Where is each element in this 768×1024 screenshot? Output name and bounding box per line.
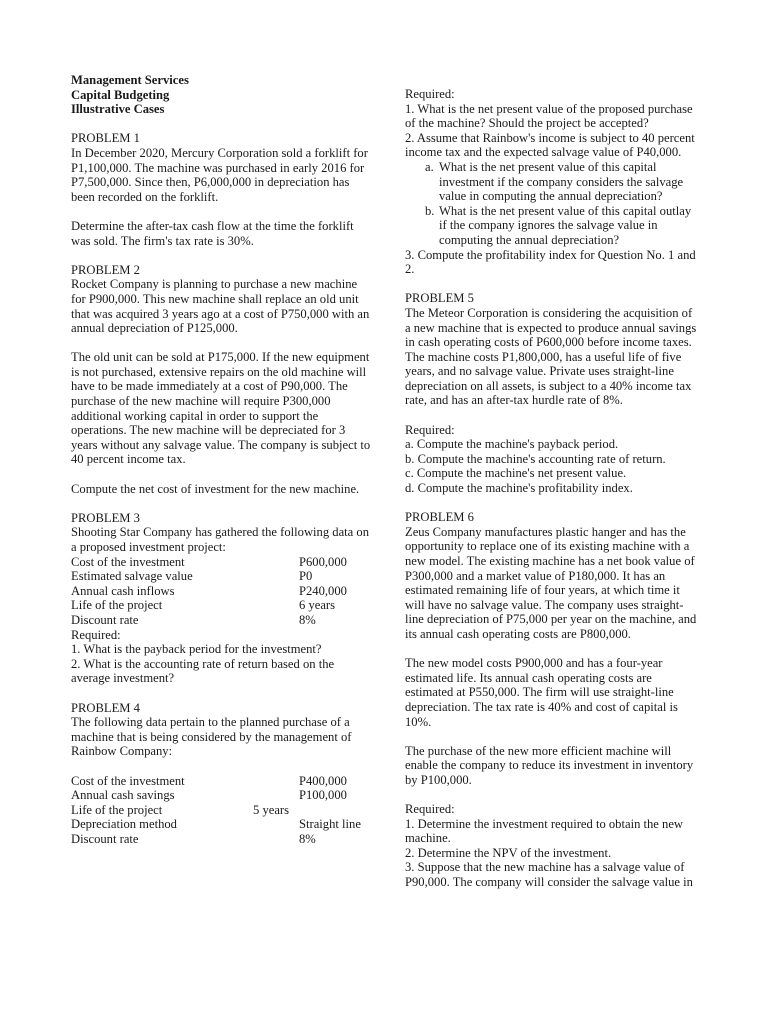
sub-question-text: What is the net present value of this capital investment if the company considers the salvage value in computing the annual depreciation? [439, 159, 684, 204]
row-label: Cost of the investment [71, 554, 185, 569]
row-value: P600,000 [299, 554, 347, 569]
row-mid: 5 years [253, 802, 290, 817]
row-mid [253, 774, 299, 789]
problem-title: PROBLEM 5 [405, 291, 474, 306]
right-column [405, 87, 700, 890]
problem-intro: The following data pertain to the planned purchase of a machine that is being considered by the management of Rainbow Company: [71, 715, 352, 759]
row-label: Discount rate [71, 831, 139, 846]
problem-title: PROBLEM 3 [71, 510, 140, 525]
problem-intro: Shooting Star Company has gathered the following data on a proposed investment project: [71, 525, 370, 554]
problem-text: In December 2020, Mercury Corporation sold a forklift for P1,100,000. The machine was purchased in early 2016 for P7,500,000. Since then, P6,000,000 in depreciation has been recorded on the forklift. [71, 145, 368, 204]
row-value: 8% [299, 831, 316, 846]
problem-6 [405, 510, 700, 889]
question: 3. Compute the profitability index for Question No. 1 and 2. [405, 247, 696, 277]
problem-text: Compute the net cost of investment for the new machine. [71, 481, 360, 496]
problem-text: Determine the after-tax cash flow at the time the forklift was sold. The firm's tax rate is 30%. [71, 218, 354, 248]
row-value: 8% [299, 612, 316, 627]
question: d. Compute the machine's profitability index. [405, 481, 633, 496]
data-table [71, 555, 347, 628]
table-row [71, 774, 361, 789]
row-mid [253, 832, 299, 847]
question: 1. Determine the investment required to obtain the new machine. [405, 816, 684, 846]
sub-question [405, 160, 700, 204]
table-row [71, 555, 347, 570]
sub-question [405, 204, 700, 248]
row-label: Discount rate [71, 612, 139, 627]
problem-text: Rocket Company is planning to purchase a new machine for P900,000. This new machine shall replace an old unit that was acquired 3 years ago at a cost of P750,000 with an annual depreciation of P125,000. [71, 277, 370, 336]
table-row [71, 584, 347, 599]
problem-text: The purchase of the new more efficient machine will enable the company to reduce its investment in inventory by P100,000. [405, 743, 694, 787]
problem-title: PROBLEM 6 [405, 510, 474, 525]
problem-4-required [405, 87, 700, 277]
left-column [71, 73, 371, 846]
header-line: Illustrative Cases [71, 102, 165, 117]
row-value: P100,000 [299, 788, 347, 803]
question: 1. What is the payback period for the investment? [71, 642, 322, 657]
row-mid [253, 598, 299, 613]
row-mid [253, 569, 299, 584]
table-row [71, 832, 361, 847]
row-mid [253, 788, 299, 803]
row-label: Annual cash inflows [71, 583, 175, 598]
data-table [71, 774, 361, 847]
row-mid [253, 555, 299, 570]
row-label: Depreciation method [71, 817, 177, 832]
question: 2. Determine the NPV of the investment. [405, 845, 612, 860]
problem-1 [71, 131, 371, 248]
sub-question-text: What is the net present value of this capital outlay if the company ignores the salvage value in computing the annual depreciation? [439, 203, 692, 247]
row-mid [253, 817, 299, 832]
table-row [71, 803, 361, 818]
problem-text: Zeus Company manufactures plastic hanger and has the opportunity to replace one of its existing machine with a new model. The existing machine has a net book value of P300,000 and a market value of P180,000. It has an estimated remaining life of four years, at which time it will have no salvage value. The company uses straight-line depreciation of P75,000 per year on the machine, and its annual cash operating costs are P800,000. [405, 524, 697, 641]
required-label: Required: [405, 422, 455, 437]
problem-2 [71, 263, 371, 497]
sub-question-marker: a. [425, 159, 434, 174]
row-value: 6 years [299, 598, 336, 613]
row-label: Cost of the investment [71, 773, 185, 788]
required-label: Required: [405, 802, 455, 817]
problem-text: The old unit can be sold at P175,000. If the new equipment is not purchased, extensive repairs on the old machine will have to be made immediately at a cost of P90,000. The purchase of the new machine will require P300,000 additional working capital in order to support the operations. The new machine will be depreciated for 3 years without any salvage value. The company is subject to 40 percent income tax. [71, 350, 371, 467]
table-row [71, 613, 347, 628]
problem-4 [71, 701, 371, 847]
sub-question-marker: b. [425, 203, 435, 218]
row-label: Life of the project [71, 598, 163, 613]
row-value: P240,000 [299, 583, 347, 598]
header-line: Capital Budgeting [71, 87, 170, 102]
document-header [71, 73, 371, 117]
problem-text: The Meteor Corporation is considering the acquisition of a new machine that is expected to produce annual savings in cash operating costs of P600,000 before income taxes. The machine costs P1,800,000, has a useful life of five years, and no salvage value. Private uses straight-line depreciation on all assets, is subject to a 40% income tax rate, and has an after-tax hurdle rate of 8%. [405, 305, 697, 408]
question: 1. What is the net present value of the proposed purchase of the machine? Should the project be accepted? [405, 101, 693, 131]
table-row [71, 569, 347, 584]
problem-5 [405, 291, 700, 495]
header-line: Management Services [71, 73, 189, 87]
problem-3 [71, 511, 371, 686]
required-label: Required: [405, 87, 455, 101]
row-value: P0 [299, 569, 313, 584]
row-value: Straight line [299, 817, 361, 832]
problem-title: PROBLEM 4 [71, 700, 140, 715]
problem-text: The new model costs P900,000 and has a four-year estimated life. Its annual cash operating costs are estimated at P550,000. The firm will use straight-line depreciation. The tax rate is 40% and cost of capital is 10%. [405, 656, 678, 729]
question: 3. Suppose that the new machine has a salvage value of P90,000. The company will consider the salvage value in [405, 860, 693, 890]
question: a. Compute the machine's payback period. [405, 437, 619, 452]
row-label: Estimated salvage value [71, 569, 193, 584]
table-row [71, 788, 361, 803]
row-mid [253, 584, 299, 599]
question: 2. Assume that Rainbow's income is subject to 40 percent income tax and the expected salvage value of P40,000. [405, 130, 695, 160]
required-label: Required: [71, 627, 121, 642]
row-label: Life of the project [71, 802, 163, 817]
question: b. Compute the machine's accounting rate of return. [405, 451, 666, 466]
question: c. Compute the machine's net present value. [405, 466, 627, 481]
table-row [71, 817, 361, 832]
problem-title: PROBLEM 1 [71, 131, 140, 146]
row-mid [253, 613, 299, 628]
row-value: P400,000 [299, 773, 347, 788]
question: 2. What is the accounting rate of return based on the average investment? [71, 656, 335, 686]
row-label: Annual cash savings [71, 788, 175, 803]
problem-title: PROBLEM 2 [71, 262, 140, 277]
table-row [71, 598, 347, 613]
